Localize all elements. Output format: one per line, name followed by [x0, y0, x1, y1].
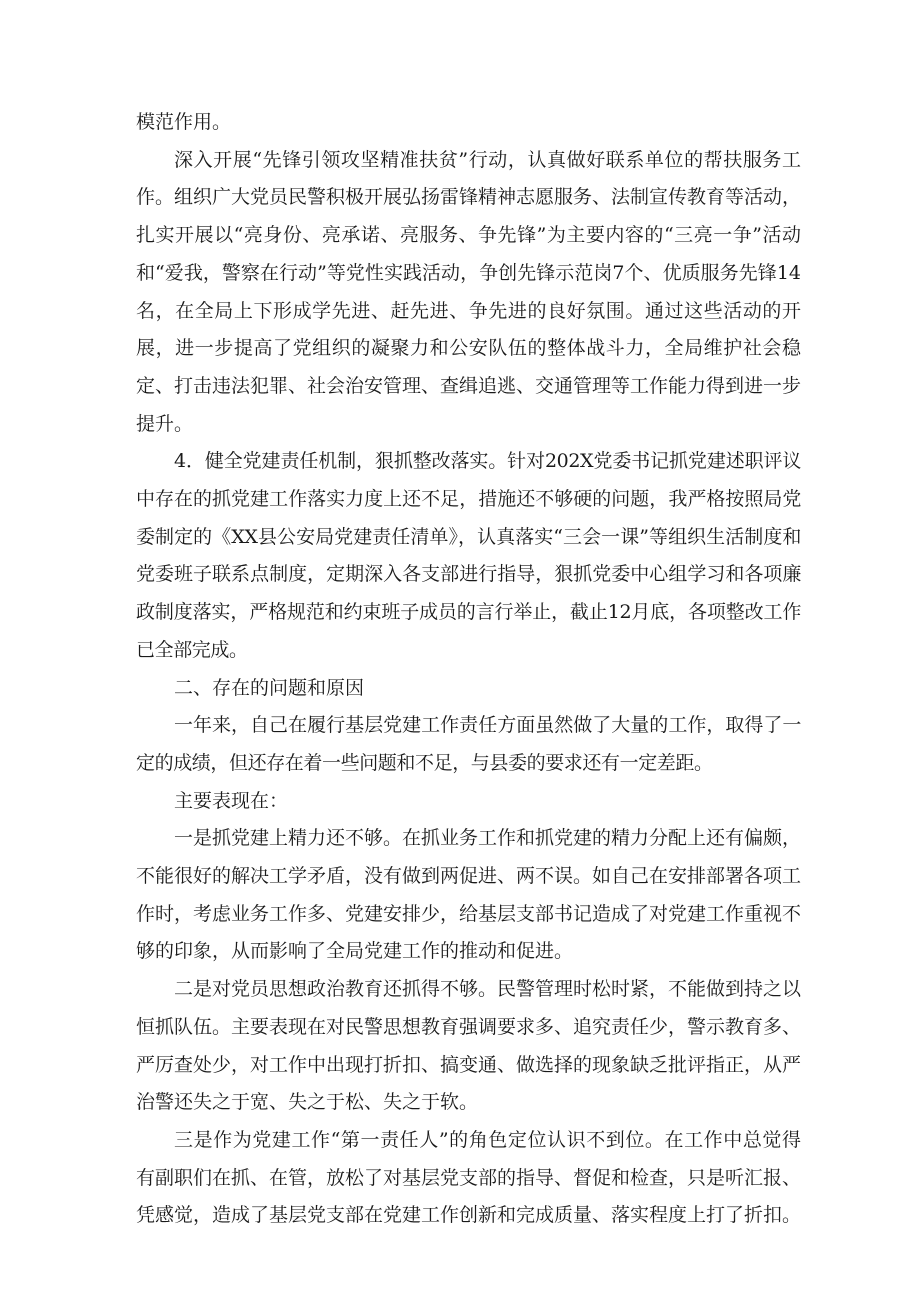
paragraph-problem-three: 三是作为党建工作“第一责任人”的角色定位认识不到位。在工作中总觉得有副职们在抓、在管，放松了对基层党支部的指导、督促和检查，只是听汇报、凭感觉，造成了基层党支部在党建工作创新和完成质量、落实程度上打了折扣。	[136, 1128, 802, 1227]
paragraph-problem-one: 一是抓党建上精力还不够。在抓业务工作和抓党建的精力分配上还有偏颇，不能很好的解决工学矛盾，没有做到两促进、两不误。如自己在安排部署各项工作时，考虑业务工作多、党建安排少，给基层支部书记造成了对党建工作重视不够的印象，从而影响了全局党建工作的推动和促进。	[136, 827, 802, 963]
paragraph-main-manifestations: 主要表现在：	[174, 789, 289, 812]
section-heading-problems: 二、存在的问题和原因	[174, 676, 365, 699]
paragraph-responsibility-mechanism: 4．健全党建责任机制，狠抓整改落实。针对202X党委书记抓党建述职评议中存在的抓党建工作落实力度上还不足，措施还不够硬的问题，我严格按照局党委制定的《XX县公安局党建责任清单》，认真落实“三会一课”等组织生活制度和党委班子联系点制度，定期深入各支部进行指导，狠抓党委中心组学习和各项廉政制度落实，严格规范和约束班子成员的言行举止，截止12月底，各项整改工作已全部完成。	[136, 450, 801, 661]
paragraph-continuation: 模范作用。	[136, 111, 232, 133]
document-body	[136, 104, 801, 1235]
paragraph-year-summary: 一年来，自己在履行基层党建工作责任方面虽然做了大量的工作，取得了一定的成绩，但还存在着一些问题和不足，与县委的要求还有一定差距。	[136, 714, 801, 774]
paragraph-poverty-alleviation: 深入开展“先锋引领攻坚精准扶贫”行动，认真做好联系单位的帮扶服务工作。组织广大党员民警积极开展弘扬雷锋精神志愿服务、法制宣传教育等活动，扎实开展以“亮身份、亮承诺、亮服务、争先锋”为主要内容的“三亮一争”活动和“爱我，警察在行动”等党性实践活动，争创先锋示范岗7个、优质服务先锋14名，在全局上下形成学先进、赶先进、争先进的良好氛围。通过这些活动的开展，进一步提高了党组织的凝聚力和公安队伍的整体战斗力，全局维护社会稳定、打击违法犯罪、社会治安管理、查缉追逃、交通管理等工作能力得到进一步提升。	[136, 148, 802, 435]
paragraph-problem-two: 二是对党员思想政治教育还抓得不够。民警管理时松时紧，不能做到持之以恒抓队伍。主要表现在对民警思想教育强调要求多、追究责任少，警示教育多、严厉查处少，对工作中出现打折扣、搞变通、做选择的现象缺乏批评指正，从严治警还失之于宽、失之于松、失之于软。	[136, 978, 802, 1114]
